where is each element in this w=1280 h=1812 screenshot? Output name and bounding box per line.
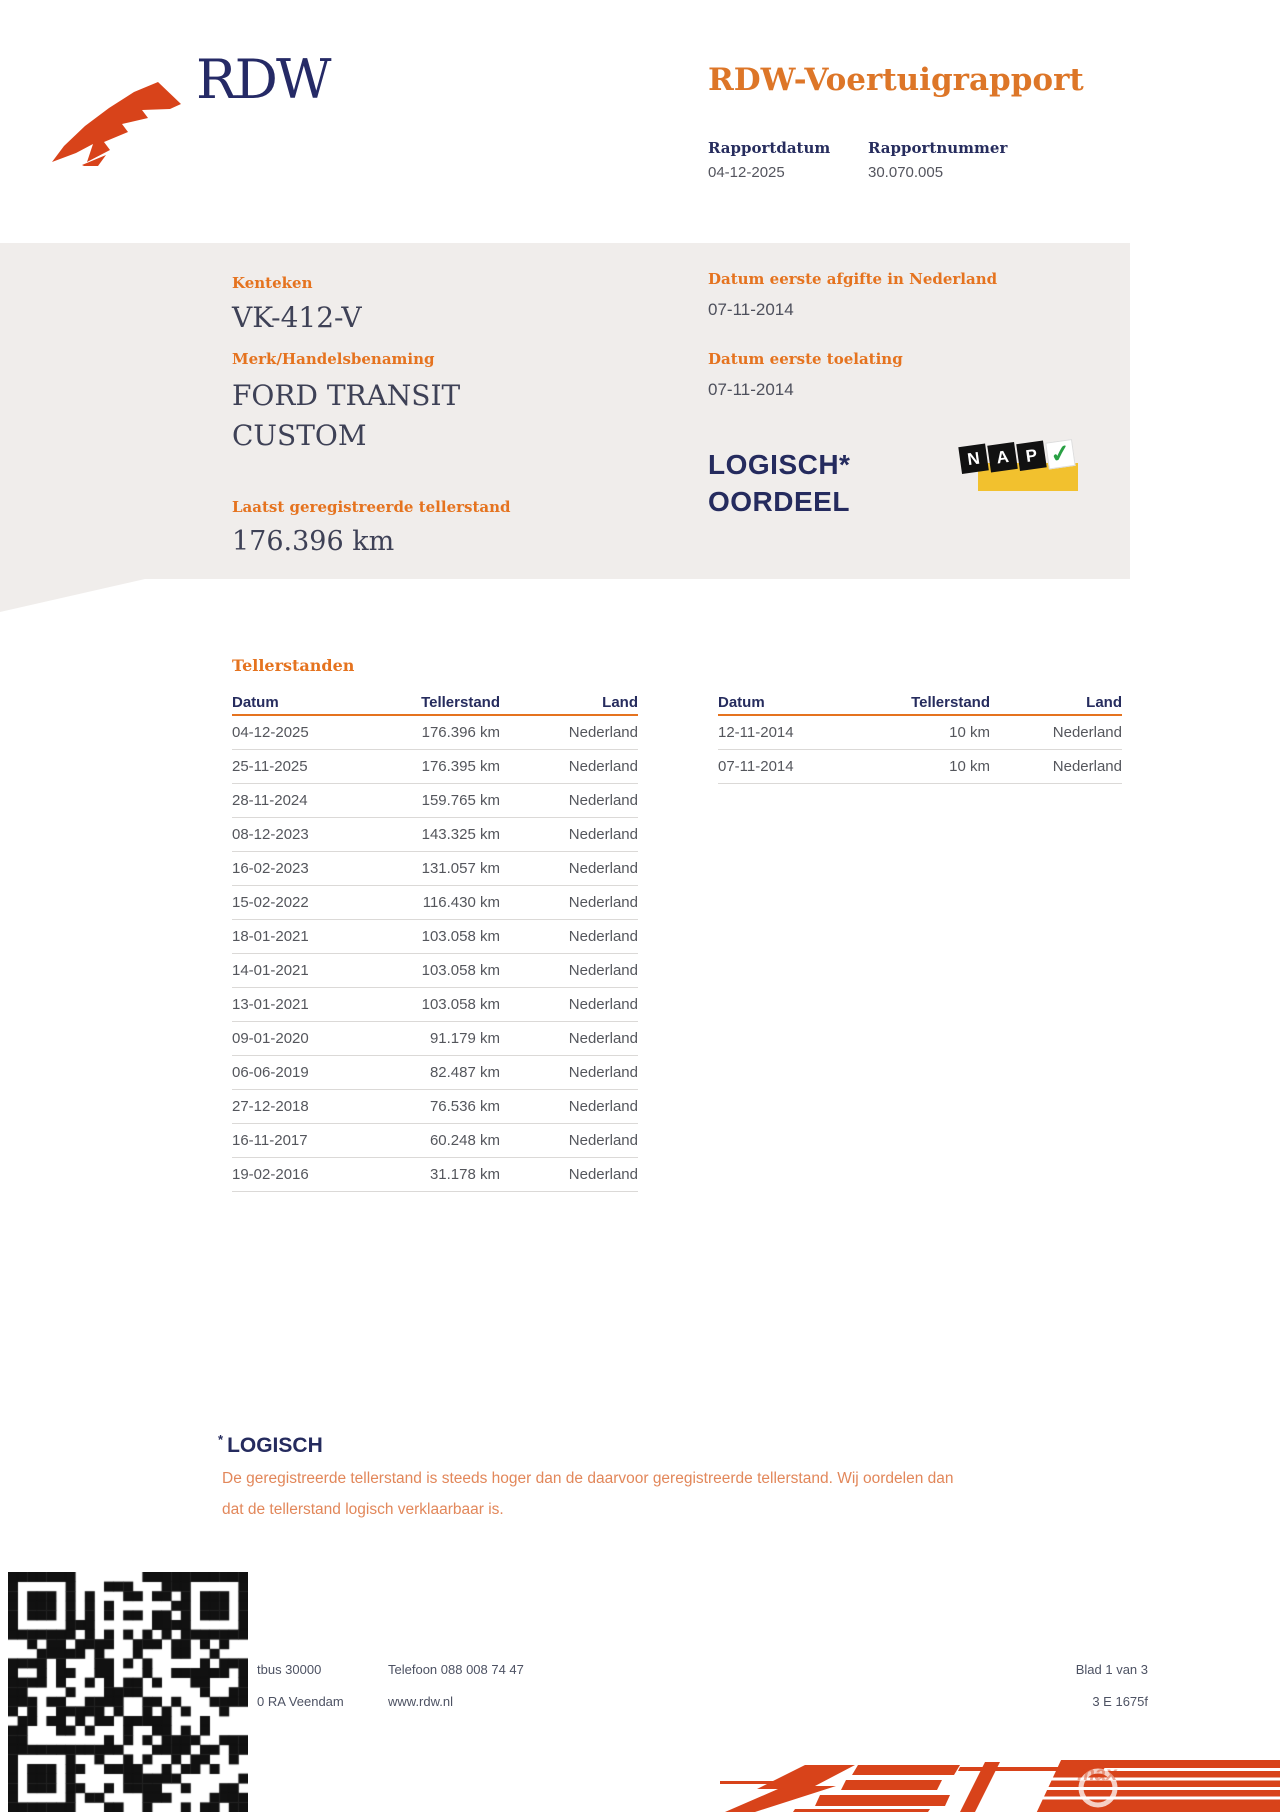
nap-letter-n: N [958, 444, 988, 474]
table-cell-land: Nederland [568, 860, 638, 877]
table-header-row [718, 690, 1122, 716]
table-cell-date: 14-01-2021 [232, 962, 309, 979]
verdict-line1: LOGISCH* [708, 449, 851, 480]
table-cell-land: Nederland [568, 962, 638, 979]
license-plate-label: Kenteken [232, 274, 313, 292]
footer-website: www.rdw.nl [388, 1694, 454, 1709]
table-cell-land: Nederland [568, 792, 638, 809]
first-admission-label: Datum eerste toelating [708, 350, 903, 368]
rdw-wordmark: RDW [196, 48, 330, 111]
first-admission-value: 07-11-2014 [708, 380, 794, 399]
table-cell-land: Nederland [568, 1132, 638, 1149]
column-header-odometer: Tellerstand [911, 693, 990, 711]
odometer-section-heading: Tellerstanden [232, 656, 355, 675]
table-row [232, 1056, 638, 1090]
verdict-text [708, 446, 850, 520]
nap-letter-p: P [1016, 440, 1046, 470]
explanation-line1: De geregistreerde tellerstand is steeds hoger dan de daarvoor geregistreerde tellerstand. Wij oordelen dan [222, 1470, 954, 1487]
speed-stripes-logo-icon [640, 1758, 1280, 1812]
column-header-date: Datum [232, 693, 279, 711]
license-plate-value: VK-412-V [232, 301, 362, 334]
footer-page-indicator: Blad 1 van 3 [1075, 1662, 1148, 1677]
table-body [718, 716, 1122, 784]
footer-phone: Telefoon 088 008 74 47 [388, 1662, 524, 1677]
logisch-explanation-heading [218, 1432, 323, 1458]
table-cell-land: Nederland [568, 826, 638, 843]
table-header-row [232, 690, 638, 716]
brand-value-line2: CUSTOM [232, 419, 367, 452]
column-header-country: Land [1086, 693, 1122, 711]
table-cell-km: 131.057 km [421, 860, 500, 877]
table-cell-date: 27-12-2018 [232, 1098, 309, 1115]
table-cell-land: Nederland [568, 1030, 638, 1047]
table-cell-km: 31.178 km [429, 1166, 500, 1183]
table-cell-date: 28-11-2024 [232, 792, 308, 809]
table-row [232, 1124, 638, 1158]
table-cell-date: 18-01-2021 [232, 928, 309, 945]
table-cell-date: 08-12-2023 [232, 826, 309, 843]
asterisk: * [218, 1432, 224, 1447]
table-cell-date: 07-11-2014 [718, 758, 794, 775]
table-row [232, 1090, 638, 1124]
table-cell-date: 13-01-2021 [232, 996, 309, 1013]
table-cell-date: 16-11-2017 [232, 1132, 308, 1149]
first-issue-value: 07-11-2014 [708, 300, 794, 319]
table-row [232, 716, 638, 750]
nap-logo [960, 441, 1080, 495]
table-row [232, 988, 638, 1022]
table-cell-land: Nederland [568, 1098, 638, 1115]
table-cell-land: Nederland [568, 894, 638, 911]
table-cell-km: 91.179 km [429, 1030, 500, 1047]
table-row [232, 818, 638, 852]
table-cell-date: 25-11-2025 [232, 758, 308, 775]
table-cell-km: 176.395 km [421, 758, 500, 775]
report-date-label: Rapportdatum [708, 139, 831, 157]
verdict-line2: OORDEEL [708, 486, 850, 517]
table-cell-km: 76.536 km [429, 1098, 500, 1115]
table-cell-land: Nederland [568, 928, 638, 945]
table-cell-land: Nederland [1052, 724, 1122, 741]
table-cell-km: 82.487 km [429, 1064, 500, 1081]
odometer-table-right [718, 690, 1122, 784]
table-row [718, 750, 1122, 784]
table-cell-km: 10 km [949, 724, 990, 741]
table-row [232, 1022, 638, 1056]
table-cell-km: 143.325 km [421, 826, 500, 843]
table-row [232, 954, 638, 988]
table-cell-km: 103.058 km [421, 928, 500, 945]
table-cell-date: 12-11-2014 [718, 724, 794, 741]
table-body [232, 716, 638, 1192]
watermark-fragment: max [1075, 1763, 1120, 1785]
table-cell-km: 10 km [949, 758, 990, 775]
table-row [232, 750, 638, 784]
table-cell-land: Nederland [568, 758, 638, 775]
nap-letter-a: A [987, 442, 1017, 472]
table-cell-date: 15-02-2022 [232, 894, 309, 911]
table-cell-km: 159.765 km [421, 792, 500, 809]
odometer-table-left [232, 690, 638, 1192]
table-row [232, 1158, 638, 1192]
table-row [232, 852, 638, 886]
report-number-label: Rapportnummer [868, 139, 1008, 157]
last-odometer-label: Laatst geregistreerde tellerstand [232, 498, 511, 516]
report-number-value: 30.070.005 [868, 164, 944, 181]
table-cell-land: Nederland [568, 996, 638, 1013]
qr-code [8, 1572, 248, 1812]
table-row [232, 920, 638, 954]
first-issue-label: Datum eerste afgifte in Nederland [708, 270, 998, 288]
table-row [232, 886, 638, 920]
page-title: RDW-Voertuigrapport [708, 62, 1084, 98]
table-cell-date: 06-06-2019 [232, 1064, 309, 1081]
table-cell-km: 60.248 km [429, 1132, 500, 1149]
nap-checkmark-icon: ✓ [1045, 439, 1075, 469]
table-cell-land: Nederland [568, 1064, 638, 1081]
column-header-country: Land [602, 693, 638, 711]
table-cell-land: Nederland [568, 1166, 638, 1183]
footer-address-line2: 0 RA Veendam [257, 1694, 344, 1709]
column-header-date: Datum [718, 693, 765, 711]
report-date-value: 04-12-2025 [708, 164, 785, 181]
table-cell-km: 103.058 km [421, 962, 500, 979]
table-cell-km: 116.430 km [422, 894, 500, 911]
explanation-line2: dat de tellerstand logisch verklaarbaar is. [222, 1501, 504, 1518]
logisch-heading-text: LOGISCH [227, 1434, 323, 1457]
table-cell-km: 103.058 km [421, 996, 500, 1013]
table-cell-land: Nederland [568, 724, 638, 741]
table-cell-km: 176.396 km [421, 724, 500, 741]
footer-address-line1: tbus 30000 [257, 1662, 322, 1677]
footer-form-code: 3 E 1675f [1092, 1694, 1148, 1709]
table-cell-date: 04-12-2025 [232, 724, 309, 741]
table-cell-date: 19-02-2016 [232, 1166, 309, 1183]
table-row [232, 784, 638, 818]
table-cell-land: Nederland [1052, 758, 1122, 775]
brand-value-line1: FORD TRANSIT [232, 379, 461, 412]
column-header-odometer: Tellerstand [421, 693, 500, 711]
table-row [718, 716, 1122, 750]
rdw-feather-logo-icon [52, 80, 182, 166]
brand-label: Merk/Handelsbenaming [232, 350, 435, 368]
table-cell-date: 16-02-2023 [232, 860, 309, 877]
vehicle-summary-panel [0, 243, 1130, 612]
last-odometer-value: 176.396 km [232, 526, 395, 557]
table-cell-date: 09-01-2020 [232, 1030, 309, 1047]
